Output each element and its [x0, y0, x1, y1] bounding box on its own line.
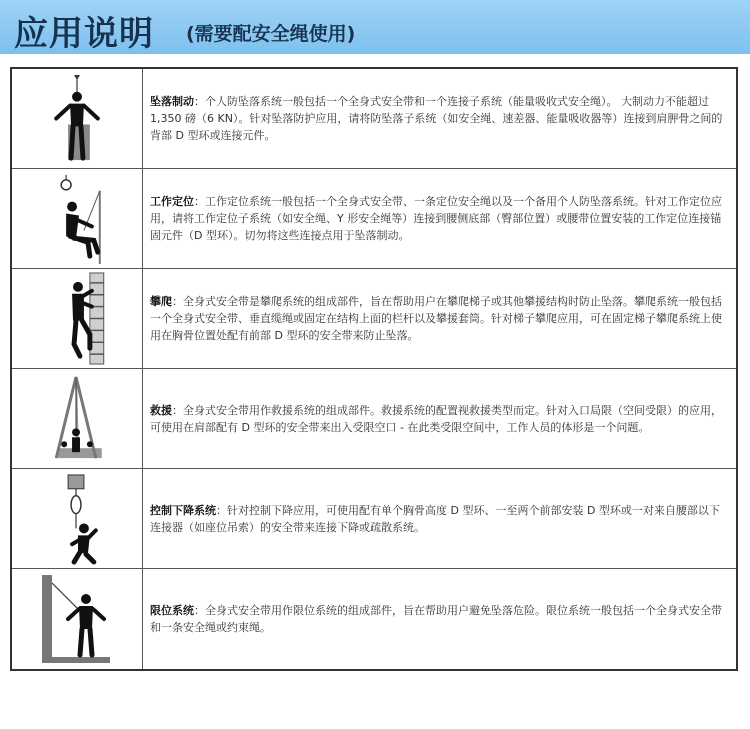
row-body: ：个人防坠落系统一般包括一个全身式安全带和一个连接子系统（能量吸收式安全绳）。 大制动力不能超过 1,350 磅（6 KN）。针对坠落防护应用，请将防坠落子系统（如安全绳、速差器、能量吸收器等）连接到肩胛骨之间的背部 D 型环或连接元件。 [150, 95, 723, 142]
row-description [150, 269, 728, 368]
page-title: 应用说明 [14, 14, 154, 54]
table-row-fall-arrest [12, 69, 736, 169]
fall-arrest-figure-icon [12, 69, 143, 168]
row-body: ：全身式安全带是攀爬系统的组成部件，旨在帮助用户在攀爬梯子或其他攀援结构时防止坠落。攀爬系统一般包括一个全身式安全带、垂直缆绳或固定在结构上面的栏杆以及攀援套筒。针对梯子攀爬应用，可在固定梯子攀爬系统上使用在胸骨位置处配有前部 D 型环的安全带来防止坠落。 [150, 295, 722, 342]
row-term: 工作定位 [150, 195, 194, 208]
row-term: 坠落制动 [150, 95, 194, 108]
table-row-controlled-descent [12, 469, 736, 569]
climbing-figure-icon [12, 269, 143, 368]
row-term: 控制下降系统 [150, 503, 216, 517]
table-row-work-positioning [12, 169, 736, 269]
application-table [10, 67, 738, 671]
work-positioning-figure-icon [12, 169, 143, 268]
row-body: ：针对控制下降应用，可使用配有单个胸骨高度 D 型环、一至两个前部安装 D 型环或一对来自腰部以下连接器（如座位吊索）的安全带来连接下降或疏散系统。 [150, 503, 720, 534]
row-term: 救援 [150, 403, 172, 417]
row-description [150, 369, 728, 468]
row-description [150, 169, 728, 268]
row-description [150, 569, 728, 669]
row-description [150, 69, 728, 168]
page-subtitle: (需要配安全绳使用) [186, 23, 356, 45]
table-row-restraint [12, 569, 736, 669]
row-term: 限位系统 [150, 604, 194, 617]
header-banner [0, 0, 750, 54]
table-row-climbing [12, 269, 736, 369]
row-term: 攀爬 [150, 295, 172, 308]
row-body: ：全身式安全带用作救援系统的组成部件。救援系统的配置视救援类型而定。针对入口局限（空间受限）的应用，可使用在肩部配有 D 型环的安全带来出入受限空口 - 在此类受限空间中，工作人员的体形是一个问题。 [150, 403, 722, 434]
restraint-figure-icon [12, 569, 143, 669]
table-row-rescue [12, 369, 736, 469]
row-body: ：全身式安全带用作限位系统的组成部件，旨在帮助用户避免坠落危险。限位系统一般包括一个全身式安全带和一条安全绳或约束绳。 [150, 604, 722, 634]
rescue-tripod-figure-icon [12, 369, 143, 468]
controlled-descent-figure-icon [12, 469, 143, 568]
row-description [150, 469, 728, 568]
row-body: ：工作定位系统一般包括一个全身式安全带、一条定位安全绳以及一个备用个人防坠落系统。针对工作定位应用，请将工作定位子系统（如安全绳、Y 形安全绳等）连接到腰侧底部（臀部位置）或腰带位置安装的工作定位连接锚固元件（D 型环）。切勿将这些连接点用于坠落制动。 [150, 195, 722, 242]
